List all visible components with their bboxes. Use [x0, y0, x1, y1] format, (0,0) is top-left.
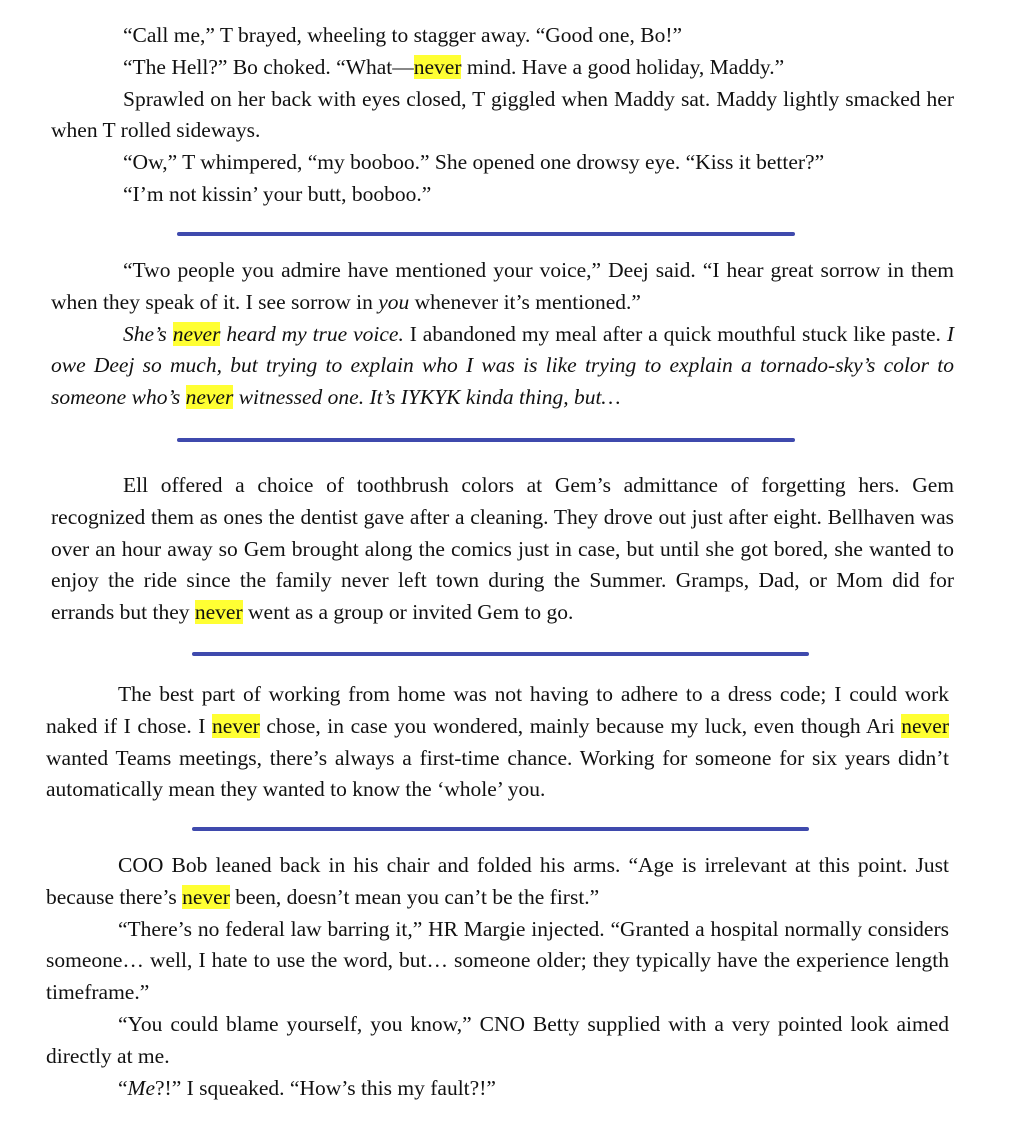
text-run: you — [378, 289, 410, 314]
highlighted-word: never — [901, 713, 949, 738]
text-run: heard my true voice. — [220, 321, 404, 346]
text-run: went as a group or invited Gem to go. — [242, 600, 574, 625]
section-divider-3 — [192, 652, 809, 656]
paragraph — [51, 179, 954, 211]
text-run: Sprawled on her back with eyes closed, T giggled when Maddy sat. Maddy lightly smacked her when T rolled sideways. — [51, 86, 954, 143]
text-run: whenever it’s mentioned.” — [409, 289, 641, 314]
paragraph — [46, 850, 949, 914]
highlighted-word: never — [185, 385, 234, 410]
text-run: I owe Deej so much, but trying to explain who I was is like trying to explain a tornado-sky’s color to someone who’s — [51, 321, 955, 410]
text-section-2 — [51, 255, 954, 414]
text-run: I abandoned my meal after a quick mouthful stuck like paste. — [403, 321, 947, 346]
paragraph — [46, 1009, 949, 1073]
paragraph — [51, 319, 954, 414]
paragraph — [46, 679, 949, 806]
text-run: “You could blame yourself, you know,” CNO Betty supplied with a very pointed look aimed directly at me. — [46, 1011, 949, 1068]
text-run: “Call me,” T brayed, wheeling to stagger away. “Good one, Bo!” — [123, 23, 683, 47]
text-section-4 — [46, 679, 949, 806]
text-section-5 — [46, 850, 949, 1104]
text-run: The best part of working from home was not having to adhere to a dress code; I could work naked if I chose. I — [46, 682, 949, 738]
text-run: mind. Have a good holiday, Maddy.” — [461, 54, 785, 79]
text-run: “Two people you admire have mentioned your voice,” Deej said. “I hear great sorrow in them when they speak of it. I see sorrow in — [51, 258, 954, 314]
text-run: ?!” I squeaked. “How’s this my fault?!” — [155, 1075, 496, 1100]
text-run: She’s — [123, 321, 173, 346]
text-run: “Ow,” T whimpered, “my booboo.” She opened one drowsy eye. “Kiss it better?” — [123, 150, 825, 175]
paragraph — [51, 52, 954, 84]
paragraph — [51, 470, 954, 629]
text-run: been, doesn’t mean you can’t be the first.” — [229, 884, 600, 909]
paragraph — [51, 20, 954, 52]
text-run: wanted Teams meetings, there’s always a first-time chance. Working for someone for six years didn’t automatically mean they wanted to know the ‘whole’ you. — [46, 745, 949, 802]
text-run: Me — [127, 1075, 155, 1100]
highlighted-word: never — [413, 54, 462, 79]
text-run: chose, in case you wondered, mainly because my luck, even though Ari — [259, 713, 902, 738]
highlighted-word: never — [212, 713, 260, 738]
paragraph — [46, 914, 949, 1009]
text-section-1 — [51, 20, 954, 211]
section-divider-1 — [177, 232, 795, 236]
text-run: Ell offered a choice of toothbrush colors at Gem’s admittance of forgetting hers. Gem recognized them as ones the dentist gave after a cleaning. They drove out just after eight. Bellhaven was over an hour away so Gem brought along the comics just in case, but until she got bored, she wanted to enjoy the ride since the family never left town during the Summer. Gramps, Dad, or Mom did for errands but they — [51, 473, 954, 625]
paragraph — [51, 84, 954, 148]
highlighted-word: never — [182, 884, 230, 909]
text-run: “There’s no federal law barring it,” HR Margie injected. “Granted a hospital normally considers someone… well, I hate to use the word, but… someone older; they typically have the experience length timeframe.” — [46, 916, 949, 1005]
text-run: witnessed one. It’s IYKYK kinda thing, but… — [233, 385, 621, 410]
text-run: “The Hell?” Bo choked. “What— — [123, 54, 414, 79]
text-run: “ — [118, 1075, 128, 1100]
highlighted-word: never — [194, 600, 243, 625]
highlighted-word: never — [172, 321, 221, 346]
text-run: “I’m not kissin’ your butt, booboo.” — [123, 181, 432, 206]
paragraph — [51, 147, 954, 179]
section-divider-4 — [192, 827, 809, 831]
paragraph — [46, 1073, 949, 1105]
text-run: COO Bob leaned back in his chair and folded his arms. “Age is irrelevant at this point. Just because there’s — [46, 853, 949, 909]
paragraph — [51, 255, 954, 319]
section-divider-2 — [177, 438, 795, 442]
text-section-3 — [51, 470, 954, 629]
